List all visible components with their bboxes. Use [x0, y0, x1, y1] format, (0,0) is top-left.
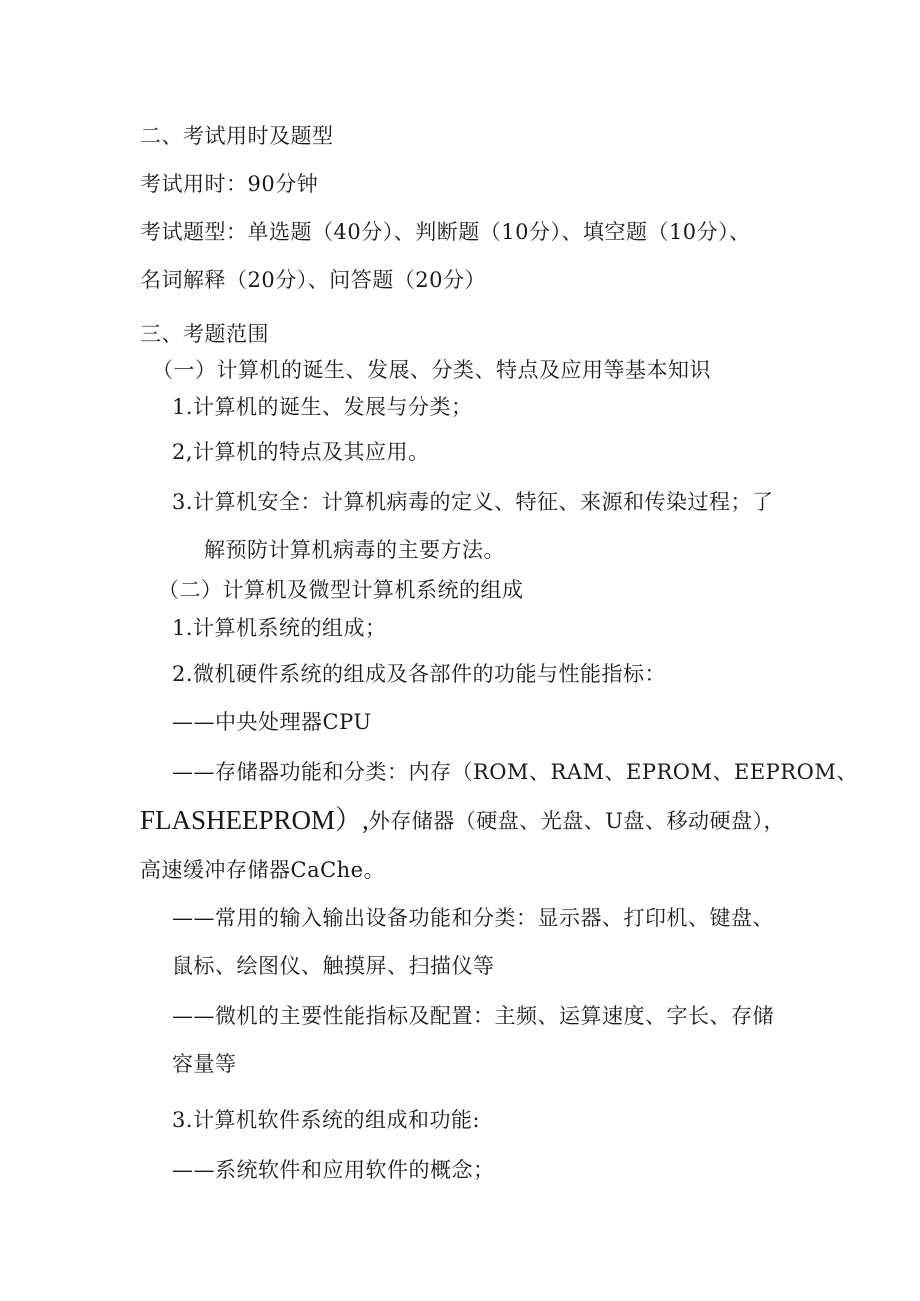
- list-item-2-2: 2.微机硬件系统的组成及各部件的功能与性能指标：: [172, 662, 667, 686]
- list-item-1-1: 1.计算机的诞生、发展与分类；: [172, 395, 473, 419]
- subsection-title-1: （一）计算机的诞生、发展、分类、特点及应用等基本知识: [152, 358, 711, 382]
- io-line-1: ——常用的输入输出设备功能和分类：显示器、打印机、键盘、: [172, 906, 774, 930]
- storage-line-3: 高速缓冲存储器CaChe。: [140, 858, 386, 882]
- exam-types-line-1: 考试题型：单选题（40分）、判断题（10分）、填空题（10分）、: [140, 220, 751, 244]
- section-heading-exam-time: 二、考试用时及题型: [140, 124, 334, 148]
- cpu-line: ——中央处理器CPU: [172, 710, 372, 734]
- list-item-2-3: 3.计算机软件系统的组成和功能:: [172, 1108, 481, 1132]
- list-item-1-2: 2,计算机的特点及其应用。: [172, 440, 430, 464]
- flasheeprom-text: FLASHEEPROM）,: [140, 805, 369, 835]
- exam-types-line-2: 名词解释（20分）、问答题（20分）: [140, 268, 486, 292]
- list-item-1-3-line-2: 解预防计算机病毒的主要方法。: [204, 538, 505, 562]
- external-storage-text: 外存储器（硬盘、光盘、U盘、移动硬盘），: [368, 809, 785, 833]
- section-heading-scope: 三、考题范围: [140, 322, 269, 346]
- exam-duration: 考试用时：90分钟: [140, 172, 319, 196]
- io-line-2: 鼠标、绘图仪、触摸屏、扫描仪等: [172, 954, 495, 978]
- perf-line-1: ——微机的主要性能指标及配置：主频、运算速度、字长、存储: [172, 1004, 774, 1028]
- perf-line-2: 容量等: [172, 1052, 237, 1076]
- list-item-2-1: 1.计算机系统的组成；: [172, 616, 387, 640]
- storage-line-1: ——存储器功能和分类：内存（ROM、RAM、EPROM、EEPROM、: [172, 760, 858, 784]
- list-item-1-3-line-1: 3.计算机安全：计算机病毒的定义、特征、来源和传染过程；了: [172, 490, 774, 514]
- storage-line-2: [140, 806, 785, 835]
- subsection-title-2: （二）计算机及微型计算机系统的组成: [158, 578, 524, 602]
- software-line: ——系统软件和应用软件的概念；: [172, 1158, 495, 1182]
